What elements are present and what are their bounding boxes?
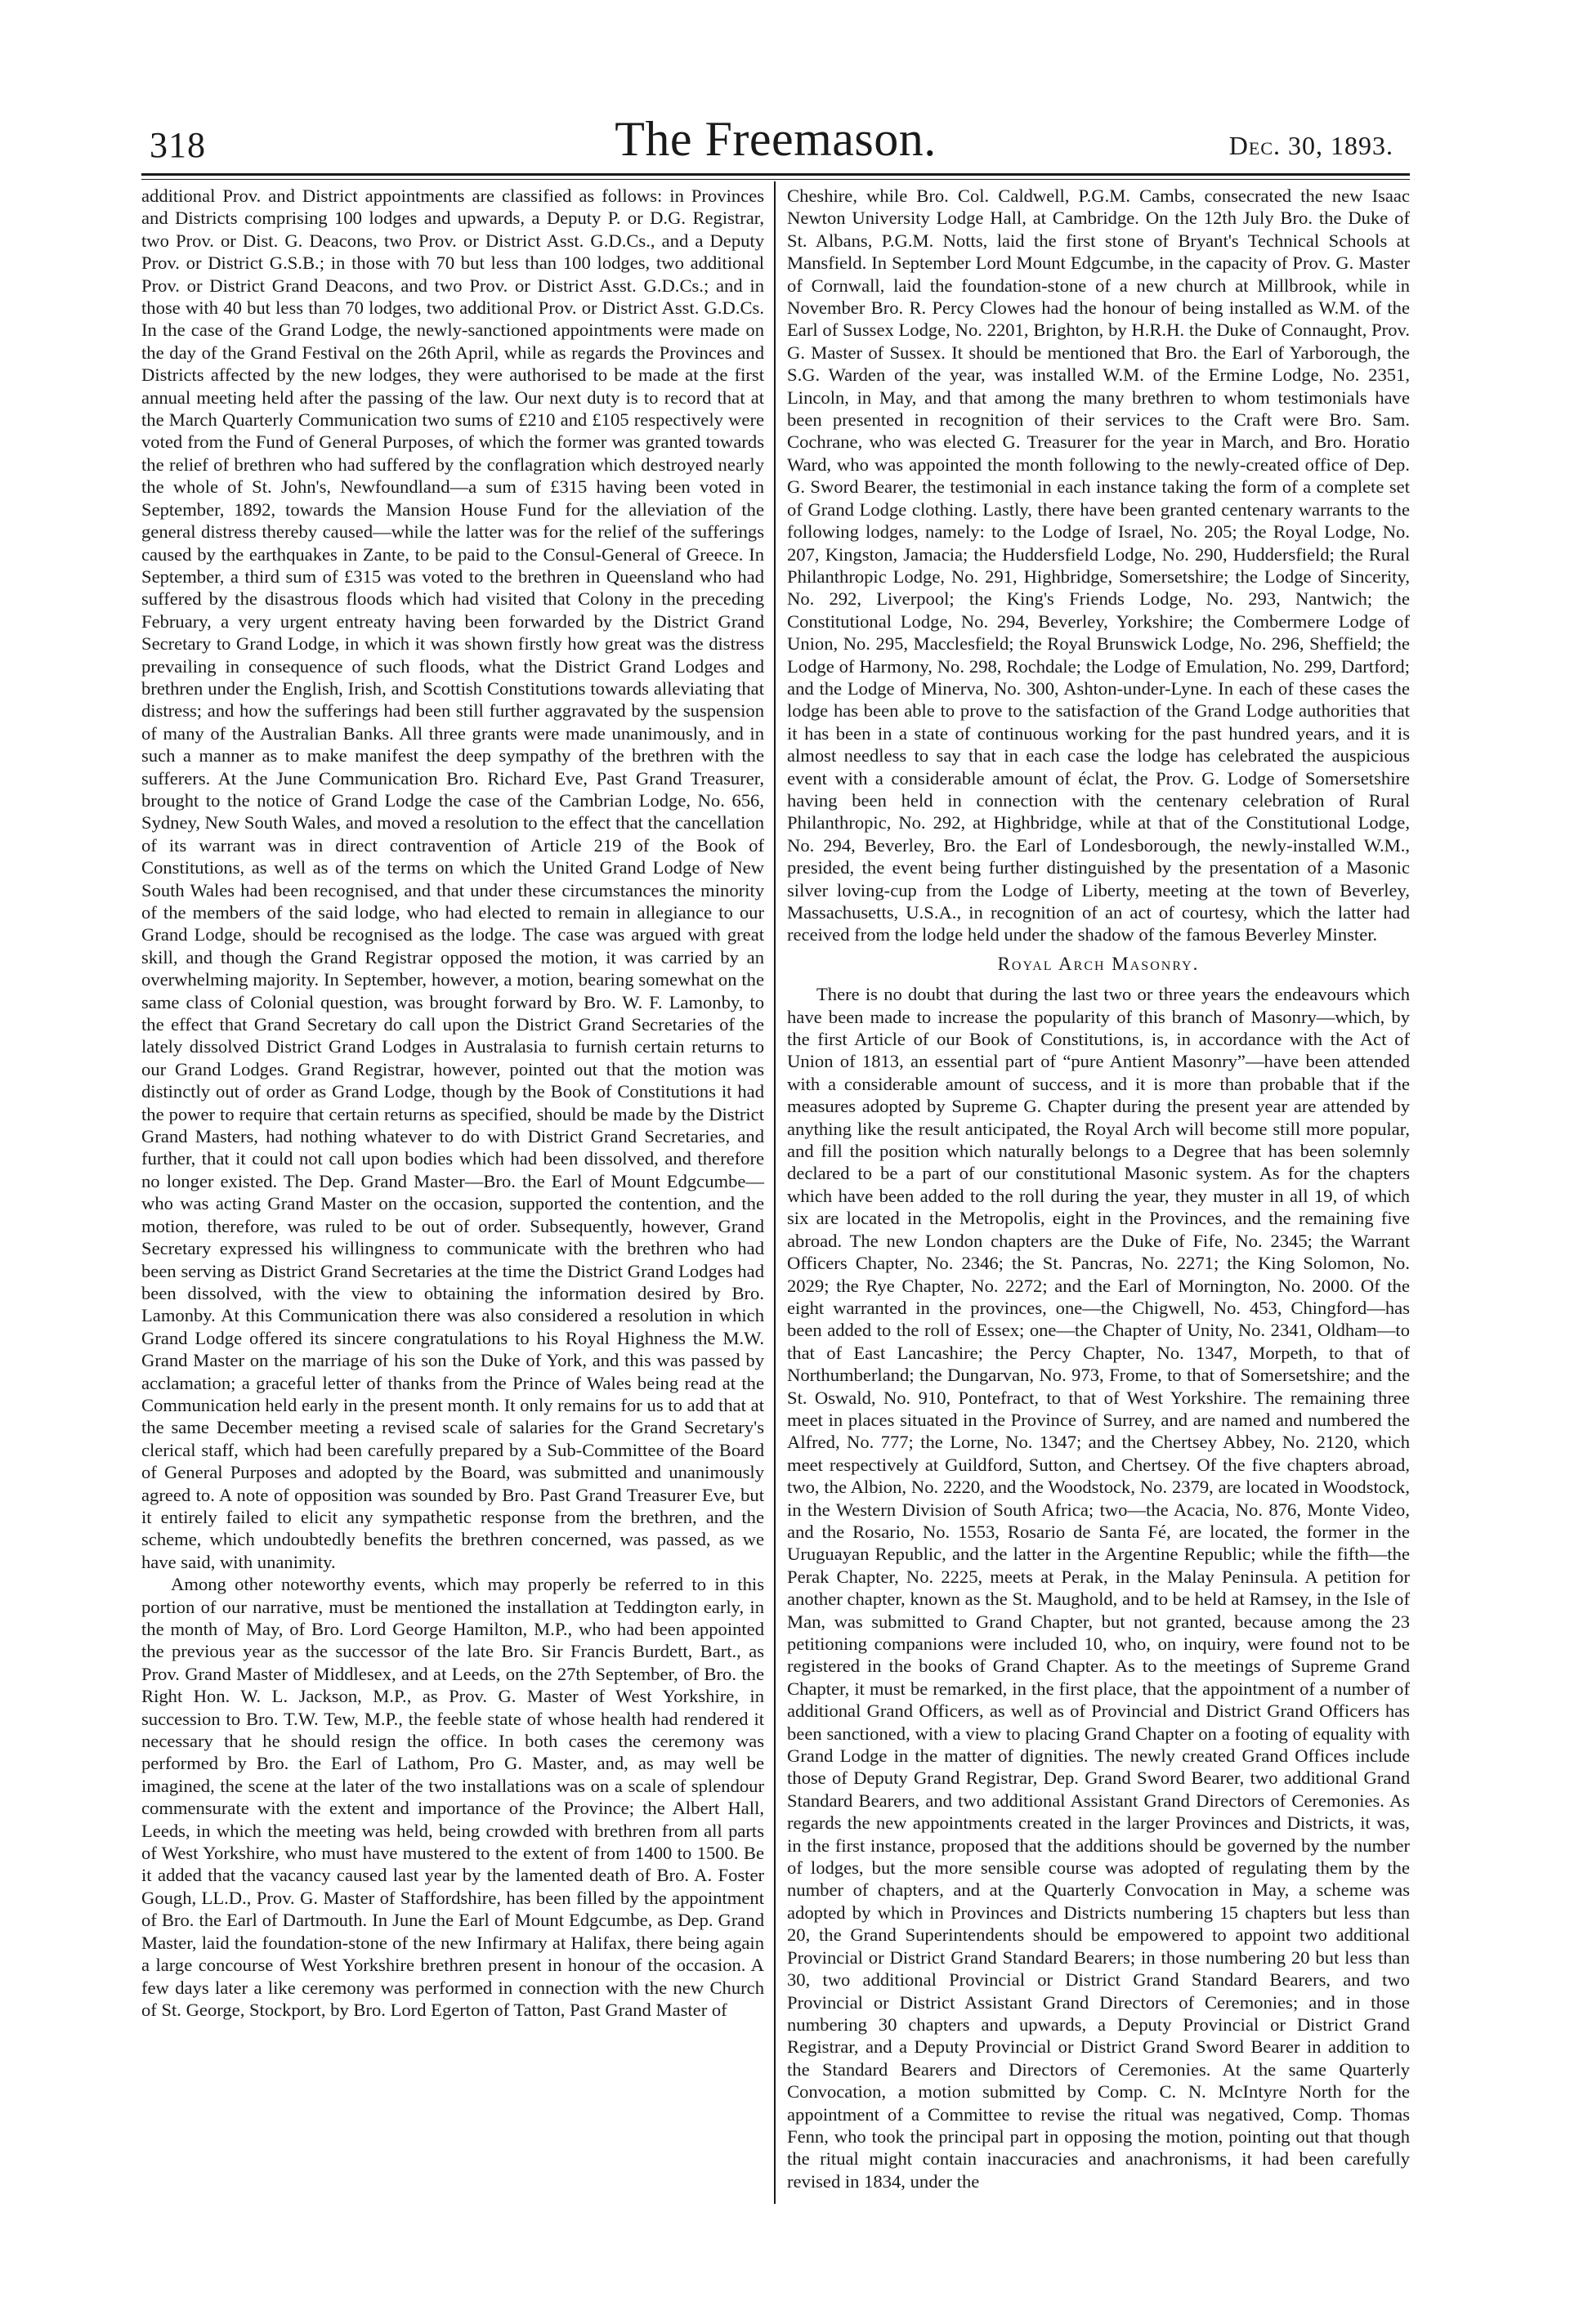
publication-title: The Freemason. xyxy=(615,112,937,166)
section-heading-royal-arch: Royal Arch Masonry. xyxy=(997,953,1200,974)
column-divider xyxy=(774,181,776,2204)
right-column xyxy=(787,185,1410,2192)
paragraph: Cheshire, while Bro. Col. Caldwell, P.G.M. Cambs, consecrated the new Isaac Newton University Lodge Hall, at Cambridge. On the 12th July Bro. the Duke of St. Albans, P.G.M. Notts, laid the first stone of Bryant's Technical Schools at Mansfield. In September Lord Mount Edgcumbe, in the capacity of Prov. G. Master of Cornwall, laid the foundation-stone of a new church at Millbrook, while in November Bro. R. Percy Clowes had the honour of being installed as W.M. of the Earl of Sussex Lodge, No. 2201, Brighton, by H.R.H. the Duke of Connaught, Prov. G. Master of Sussex. It should be mentioned that Bro. the Earl of Yarborough, the S.G. Warden of the year, was installed W.M. of the Ermine Lodge, No. 2351, Lincoln, in May, and that among the many brethren to whom testimonials have been presented in recognition of their services to the Craft were Bro. Sam. Cochrane, who was elected G. Treasurer for the year in March, and Bro. Horatio Ward, who was appointed the month following to the newly-created office of Dep. G. Sword Bearer, the testimonial in each instance taking the form of a complete set of Grand Lodge clothing. Lastly, there have been granted centenary warrants to the following lodges, namely: to the Lodge of Israel, No. 205; the Royal Lodge, No. 207, Kingston, Jamacia; the Huddersfield Lodge, No. 290, Huddersfield; the Rural Philanthropic Lodge, No. 291, Highbridge, Somersetshire; the Lodge of Sincerity, No. 292, Liverpool; the King's Friends Lodge, No. 293, Nantwich; the Constitutional Lodge, No. 294, Beverley, Yorkshire; the Combermere Lodge of Union, No. 295, Macclesfield; the Royal Brunswick Lodge, No. 296, Sheffield; the Lodge of Harmony, No. 298, Rochdale; the Lodge of Emulation, No. 299, Dartford; and the Lodge of Minerva, No. 300, Ashton-under-Lyne. In each of these cases the lodge has been able to prove to the satisfaction of the Grand Lodge authorities that it has been in a state of continuous working for the past hundred years, and it is almost needless to say that in each case the lodge has celebrated the auspicious event with a considerable amount of éclat, the Prov. G. Lodge of Somersetshire having been held in connection with the centenary celebration of Rural Philanthropic, No. 292, at Highbridge, while at that of the Constitutional Lodge, No. 294, Beverley, Bro. the Earl of Londesborough, the newly-installed W.M., presided, the event being further distinguished by the presentation of a Masonic silver loving-cup from the Lodge of Liberty, meeting at the town of Beverley, Massachusetts, U.S.A., in recognition of an act of courtesy, which the latter had received from the lodge held under the shadow of the famous Beverley Minster. xyxy=(787,185,1410,945)
masthead xyxy=(141,106,1410,172)
left-column xyxy=(141,185,764,2021)
paragraph: Among other noteworthy events, which may properly be referred to in this portion of our narrative, must be mentioned the installation at Teddington early, in the month of May, of Bro. Lord George Hamilton, M.P., who had been appointed the previous year as the successor of the late Bro. Sir Francis Burdett, Bart., as Prov. Grand Master of Middlesex, and at Leeds, on the 27th September, of Bro. the Right Hon. W. L. Jackson, M.P., as Prov. G. Master of West Yorkshire, in succession to Bro. T.W. Tew, M.P., the feeble state of whose health had rendered it necessary that he should resign the office. In both cases the ceremony was performed by Bro. the Earl of Lathom, Pro G. Master, and, as may well be imagined, the scene at the later of the two installations was on a scale of splendour commensurate with the extent and importance of the Province; the Albert Hall, Leeds, in which the meeting was held, being crowded with brethren from all parts of West Yorkshire, who must have mustered to the extent of from 1400 to 1500. Be it added that the vacancy caused last year by the lamented death of Bro. A. Foster Gough, LL.D., Prov. G. Master of Staffordshire, has been filled by the appointment of Bro. the Earl of Dartmouth. In June the Earl of Mount Edgcumbe, as Dep. Grand Master, laid the foundation-stone of the new Infirmary at Halifax, there being again a large concourse of West Yorkshire brethren present in honour of the occasion. A few days later a like ceremony was performed in connection with the new Church of St. George, Stockport, by Bro. Lord Egerton of Tatton, Past Grand Master of xyxy=(141,1574,764,2020)
paragraph: There is no doubt that during the last two or three years the endeavours which have been made to increase the popularity of this branch of Masonry—which, by the first Article of our Book of Constitutions, is, in accordance with the Act of Union of 1813, an essential part of “pure Antient Masonry”—have been attended with a considerable amount of success, and it is more than probable that if the measures adopted by Supreme G. Chapter during the present year are attended by anything like the result anticipated, the Royal Arch will become still more popular, and fill the position which naturally belongs to a Degree that has been solemnly declared to be a part of our constitutional Masonic system. As for the chapters which have been added to the roll during the year, they muster in all 19, of which six are located in the Metropolis, eight in the Provinces, and the remaining five abroad. The new London chapters are the Duke of Fife, No. 2345; the Warrant Officers Chapter, No. 2346; the St. Pancras, No. 2271; the King Solomon, No. 2029; the Rye Chapter, No. 2272; and the Earl of Mornington, No. 2000. Of the eight warranted in the provinces, one—the Chigwell, No. 453, Chingford—has been added to the roll of Essex; one—the Chapter of Unity, No. 2341, Oldham—to that of East Lancashire; the Percy Chapter, No. 1347, Morpeth, to that of Northumberland; the Dungarvan, No. 973, Frome, to that of Somersetshire; and the St. Oswald, No. 910, Pontefract, to that of West Yorkshire. The remaining three meet in places situated in the Province of Surrey, and are named and numbered the Alfred, No. 777; the Lorne, No. 1347; and the Chertsey Abbey, No. 2120, which meet respectively at Guildford, Sutton, and Chertsey. Of the five chapters abroad, two, the Albion, No. 2220, and the Woodstock, No. 2379, are located in Woodstock, in the Western Division of South Africa; two—the Acacia, No. 876, Monte Video, and the Rosario, No. 1553, Rosario de Santa Fé, are located, the former in the Uruguayan Republic, and the latter in the Argentine Republic; while the fifth—the Perak Chapter, No. 2225, meets at Perak, in the Malay Peninsula. A petition for another chapter, known as the St. Maughold, and to be held at Ramsey, in the Isle of Man, was submitted to Grand Chapter, but not granted, because among the 23 petitioning companions were included 10, who, on inquiry, were found not to be registered in the books of Grand Chapter. As to the meetings of Supreme Grand Chapter, it must be remarked, in the first place, that the appointment of a number of additional Grand Officers, as well as of Provincial and District Grand Officers has been sanctioned, with a view to placing Grand Chapter on a footing of equality with Grand Lodge in the matter of dignities. The newly created Grand Offices include those of Deputy Grand Registrar, Dep. Grand Sword Bearer, two additional Grand Standard Bearers, and two additional Assistant Grand Directors of Ceremonies. As regards the new appointments created in the larger Provinces and Districts, it was, in the first instance, proposed that the additions should be governed by the number of lodges, but the more sensible course was adopted of regulating them by the number of chapters, and at the Quarterly Convocation in May, a scheme was adopted by which in Provinces and Districts numbering 15 chapters but less than 20, the Grand Superintendents should be empowered to appoint two additional Provincial or District Grand Standard Bearers; in those numbering 20 but less than 30, two additional Provincial or District Grand Standard Bearers, and two Provincial or District Assistant Grand Directors of Ceremonies; and in those numbering 30 chapters and upwards, a Deputy Provincial or District Grand Registrar, and a Deputy Provincial or District Grand Sword Bearer in addition to the Standard Bearers and Directors of Ceremonies. At the same Quarterly Convocation, a motion submitted by Comp. C. N. McIntyre North for the appointment of a Committee to revise the ritual was negatived, Comp. Thomas Fenn, who took the principal part in opposing the motion, pointing out that though the ritual might contain inaccuracies and anachronisms, it had been carefully revised in 1834, under the xyxy=(787,984,1410,2192)
issue-date: Dec. 30, 1893. xyxy=(1228,131,1393,160)
header-rule-thick xyxy=(141,173,1410,176)
paragraph: additional Prov. and District appointments are classified as follows: in Provinces and Districts comprising 100 lodges and upwards, a Deputy P. or D.G. Registrar, two Prov. or Dist. G. Deacons, two Prov. or District Asst. G.D.Cs., and a Deputy Prov. or District G.S.B.; in those with 70 but less than 100 lodges, two additional Prov. or District Grand Deacons, and two Prov. or District Asst. G.D.Cs.; and in those with 40 but less than 70 lodges, two additional Prov. or District Asst. G.D.Cs. In the case of the Grand Lodge, the newly-sanctioned appointments were made on the day of the Grand Festival on the 26th April, while as regards the Provinces and Districts affected by the new lodges, they were authorised to be made at the first annual meeting held after the passing of the law. Our next duty is to record that at the March Quarterly Communication two sums of £210 and £105 respectively were voted from the Fund of General Purposes, of which the former was granted towards the relief of brethren who had suffered by the conflagration which destroyed nearly the whole of St. John's, Newfoundland—a sum of £315 having been voted in September, 1892, towards the Mansion House Fund for the alleviation of the general distress thereby caused—while the latter was for the relief of the sufferings caused by the earthquakes in Zante, to be paid to the Consul-General of Greece. In September, a third sum of £315 was voted to the brethren in Queensland who had suffered by the disastrous floods which had visited that Colony in the preceding February, a very urgent entreaty having been forwarded by the District Grand Secretary to Grand Lodge, in which it was shown firstly how great was the distress prevailing in consequence of such floods, what the District Grand Lodges and brethren under the English, Irish, and Scottish Constitutions towards alleviating that distress; and how the sufferings had been still further aggravated by the suspension of many of the Australian Banks. All three grants were made unanimously, and in such a manner as to make manifest the deep sympathy of the brethren with the sufferers. At the June Communication Bro. Richard Eve, Past Grand Treasurer, brought to the notice of Grand Lodge the case of the Cambrian Lodge, No. 656, Sydney, New South Wales, and moved a resolution to the effect that the cancellation of its warrant was in direct contravention of Article 219 of the Book of Constitutions, as well as of the terms on which the United Grand Lodge of New South Wales had been recognised, and that under these circumstances the minority of the members of the said lodge, who had elected to remain in allegiance to our Grand Lodge, should be recognised as the lodge. The case was argued with great skill, and though the Grand Registrar opposed the motion, it was carried by an overwhelming majority. In September, however, a motion, bearing somewhat on the same class of Colonial question, was brought forward by Bro. W. F. Lamonby, to the effect that Grand Secretary do call upon the District Grand Secretaries of the lately dissolved District Grand Lodges in Australasia to furnish certain returns to our Grand Lodges. Grand Registrar, however, pointed out that the motion was distinctly out of order as Grand Lodge, though by the Book of Constitutions it had the power to require that certain returns as specified, should be made by the District Grand Masters, had nothing whatever to do with District Grand Secretaries, and further, that it could not call upon bodies which had been dissolved, and therefore no longer existed. The Dep. Grand Master—Bro. the Earl of Mount Edgcumbe—who was acting Grand Master on the occasion, supported the contention, and the motion, therefore, was ruled to be out of order. Subsequently, however, Grand Secretary expressed his willingness to communicate with the brethren who had been serving as District Grand Secretaries at the time the District Grand Lodges had been dissolved, with the view to obtaining the information desired by Bro. Lamonby. At this Communication there was also considered a resolution in which Grand Lodge offered its sincere congratulations to his Royal Highness the M.W. Grand Master on the marriage of his son the Duke of York, and this was passed by acclamation; a graceful letter of thanks from the Prince of Wales being read at the Communication held early in the present month. It only remains for us to add that at the same December meeting a revised scale of salaries for the Grand Secretary's clerical staff, which had been carefully prepared by a Sub-Committee of the Board of General Purposes and adopted by the Board, was submitted and unanimously agreed to. A note of opposition was sounded by Bro. Past Grand Treasurer Eve, but it entirely failed to elicit any sympathetic response from the brethren, and the scheme, which undoubtedly benefits the brethren concerned, was passed, as we have said, with unanimity. xyxy=(141,185,764,1572)
header-rule-thin xyxy=(141,179,1410,180)
page-number: 318 xyxy=(150,125,206,165)
